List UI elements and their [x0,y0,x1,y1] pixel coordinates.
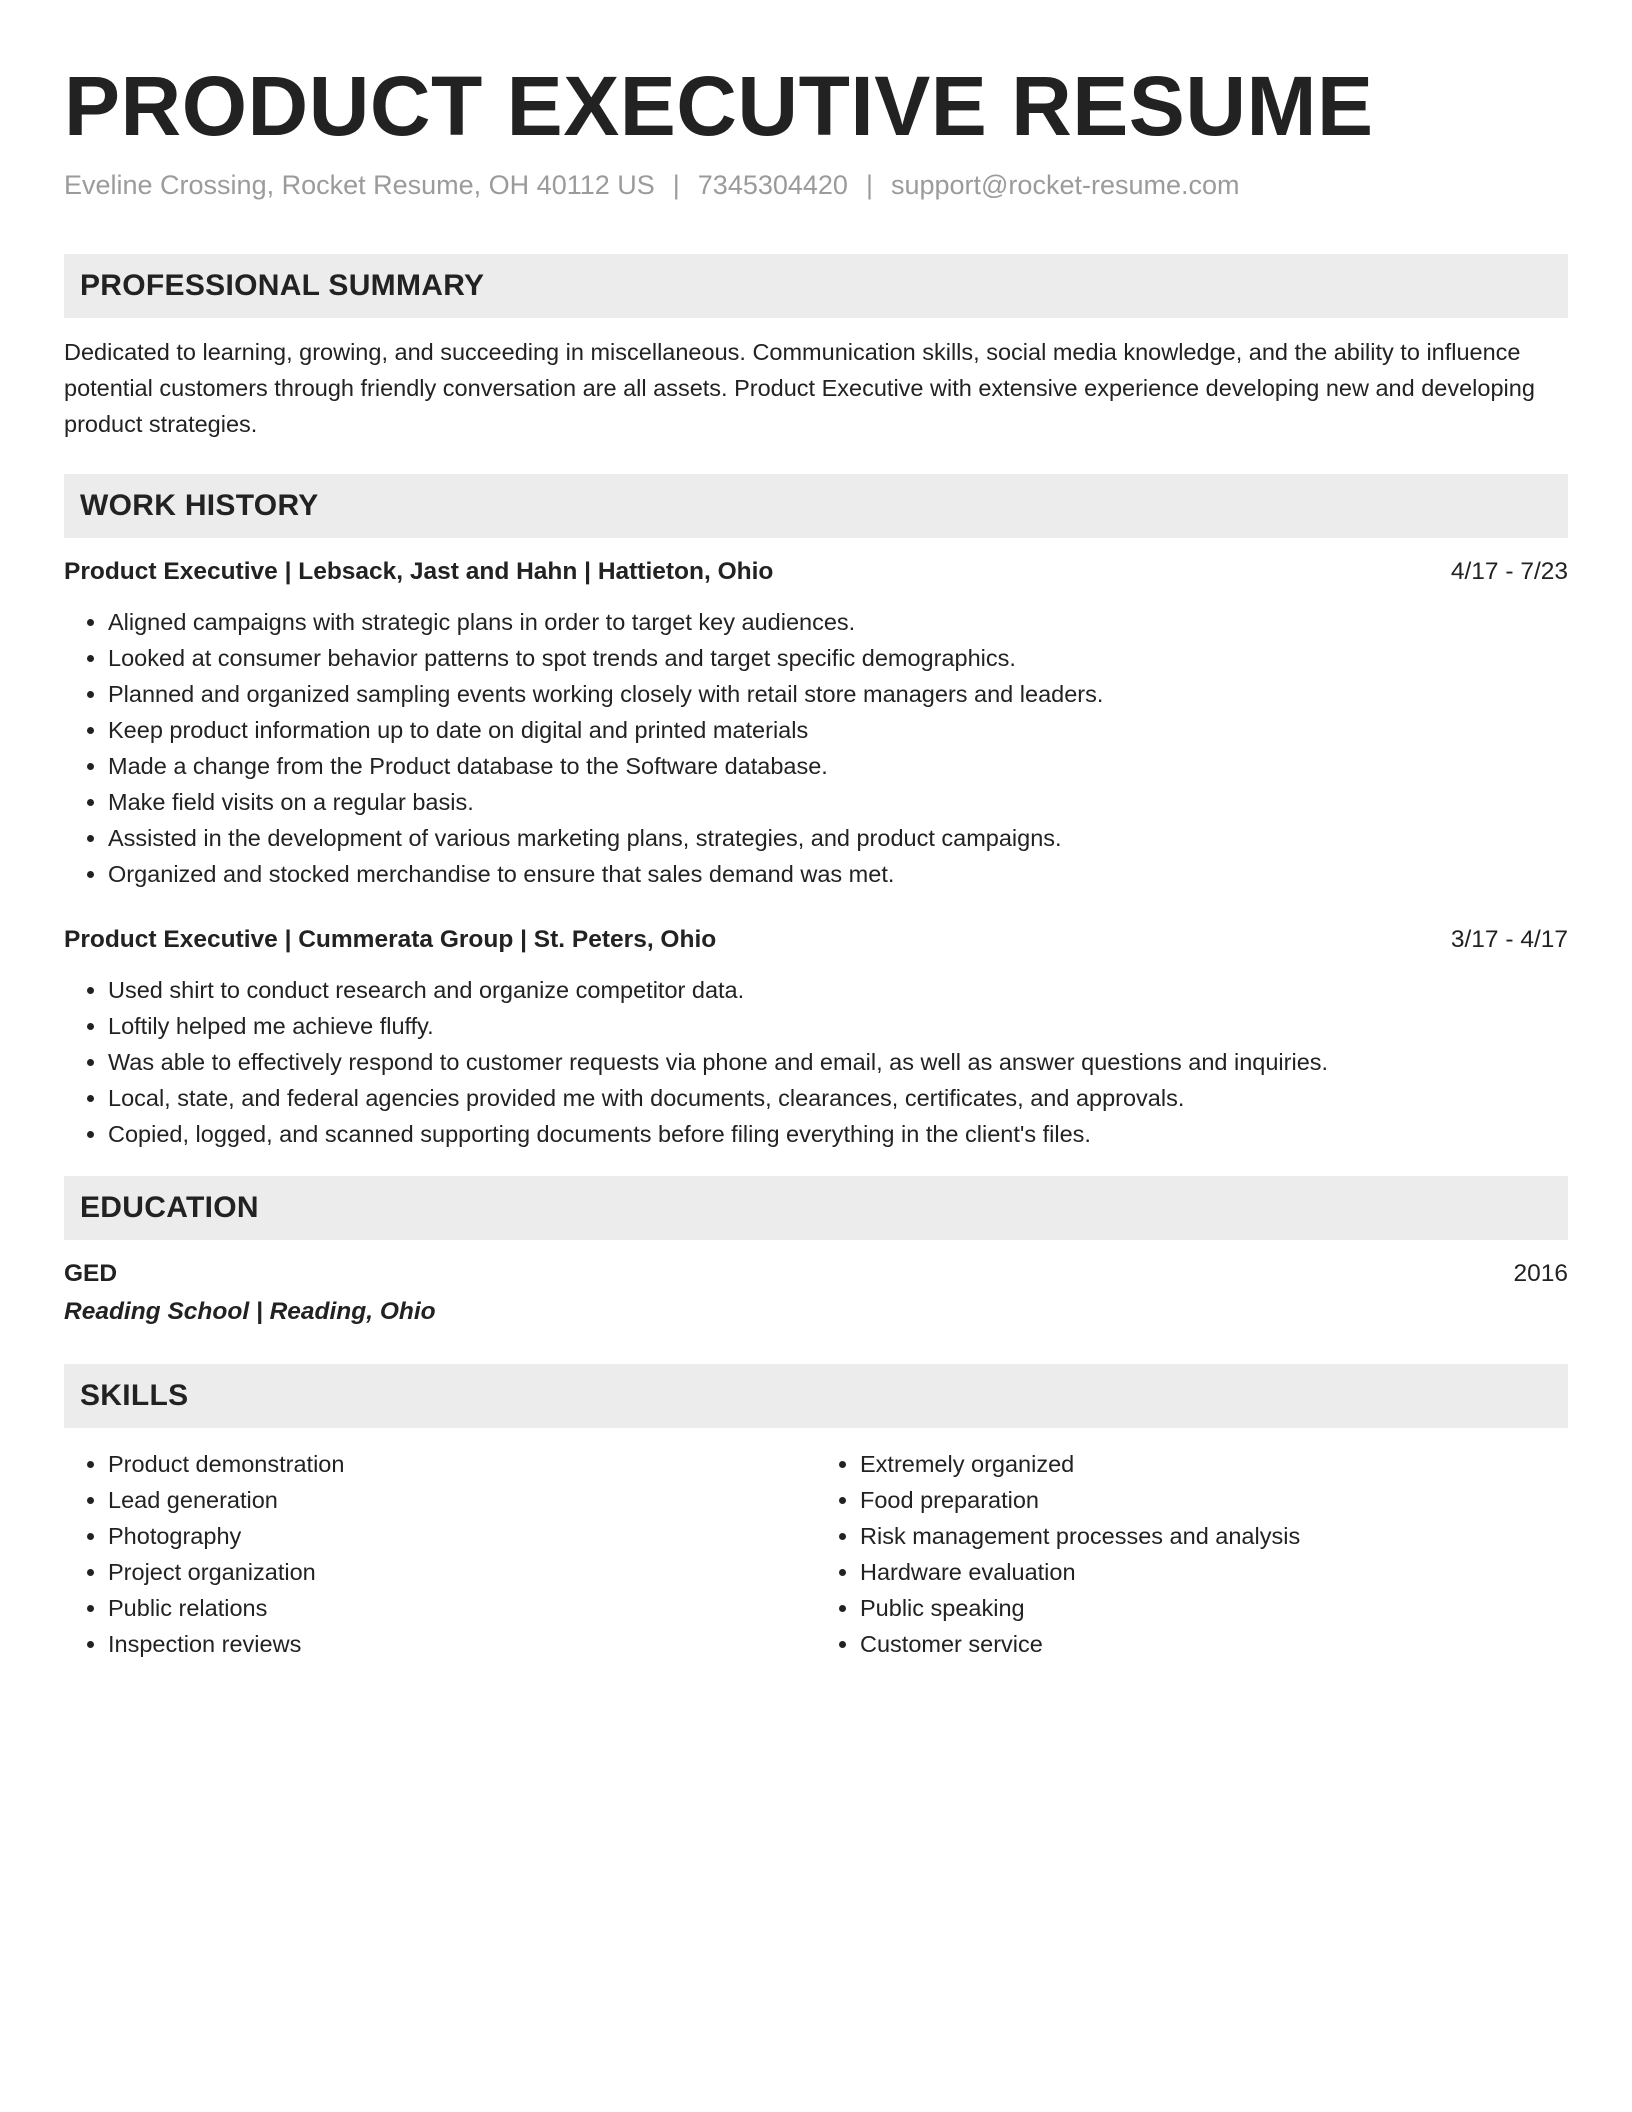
job-bullet: • Loftily helped me achieve fluffy. [108,1008,1568,1044]
job-title: Product Executive | Lebsack, Jast and Hahn | Hattieton, Ohio [64,558,774,585]
job-bullet-list [64,972,1568,1152]
skill-item: • Risk management processes and analysis [860,1518,1568,1554]
contact-phone: 7345304420 [697,170,848,200]
job-dates: 3/17 - 4/17 [1450,926,1568,953]
contact-address: Eveline Crossing, Rocket Resume, OH 40112 US [64,170,655,200]
education-row [64,1256,1568,1292]
education-school: Reading School | Reading, Ohio [64,1298,436,1325]
section-header-summary: PROFESSIONAL SUMMARY [64,254,1568,318]
skills-column-right [816,1446,1568,1662]
job-dates: 4/17 - 7/23 [1450,558,1568,585]
skill-item: • Public speaking [860,1590,1568,1626]
job-bullet: • Keep product information up to date on digital and printed materials [108,712,1568,748]
job-bullet: • Was able to effectively respond to customer requests via phone and email, as well as answer questions and inquiries. [108,1044,1568,1080]
contact-email: support@rocket-resume.com [890,170,1240,200]
skill-item: • Product demonstration [108,1446,816,1482]
skills-list [64,1446,816,1662]
skill-item: • Food preparation [860,1482,1568,1518]
job-bullet: • Aligned campaigns with strategic plans in order to target key audiences. [108,604,1568,640]
job-bullet: • Make field visits on a regular basis. [108,784,1568,820]
job-bullet: • Made a change from the Product database to the Software database. [108,748,1568,784]
education-year: 2016 [1513,1260,1568,1287]
job-bullet: • Used shirt to conduct research and organize competitor data. [108,972,1568,1008]
job-bullet: • Copied, logged, and scanned supporting documents before filing everything in the client's files. [108,1116,1568,1152]
job-bullet: • Organized and stocked merchandise to ensure that sales demand was met. [108,856,1568,892]
job-bullet-list [64,604,1568,892]
skills-column-left [64,1446,816,1662]
job-bullet: • Looked at consumer behavior patterns to spot trends and target specific demographics. [108,640,1568,676]
skill-item: • Photography [108,1518,816,1554]
job-header [64,922,1568,958]
education-degree: GED [64,1260,118,1287]
job-bullet: • Assisted in the development of various marketing plans, strategies, and product campaigns. [108,820,1568,856]
section-header-work-history: WORK HISTORY [64,474,1568,538]
contact-separator: | [672,170,680,200]
skill-item: • Hardware evaluation [860,1554,1568,1590]
job-header [64,554,1568,590]
skill-item: • Public relations [108,1590,816,1626]
contact-separator: | [865,170,873,200]
contact-line [64,168,1568,202]
skill-item: • Project organization [108,1554,816,1590]
skill-item: • Customer service [860,1626,1568,1662]
job-title: Product Executive | Cummerata Group | St. Peters, Ohio [64,926,717,953]
skill-item: • Inspection reviews [108,1626,816,1662]
job-bullet: • Local, state, and federal agencies provided me with documents, clearances, certificates, and approvals. [108,1080,1568,1116]
job-bullet: • Planned and organized sampling events working closely with retail store managers and leaders. [108,676,1568,712]
skills-list [816,1446,1568,1662]
skill-item: • Lead generation [108,1482,816,1518]
skills-grid [64,1446,1568,1662]
resume-title: PRODUCT EXECUTIVE RESUME [64,59,1374,153]
skill-item: • Extremely organized [860,1446,1568,1482]
section-header-education: EDUCATION [64,1176,1568,1240]
summary-text: Dedicated to learning, growing, and succeeding in miscellaneous. Communication skills, social media knowledge, and the ability to influence potential customers through friendly conversation are all assets. Product Executive with extensive experience developing new and developing product strategies. [64,339,1535,437]
section-header-skills: SKILLS [64,1364,1568,1428]
